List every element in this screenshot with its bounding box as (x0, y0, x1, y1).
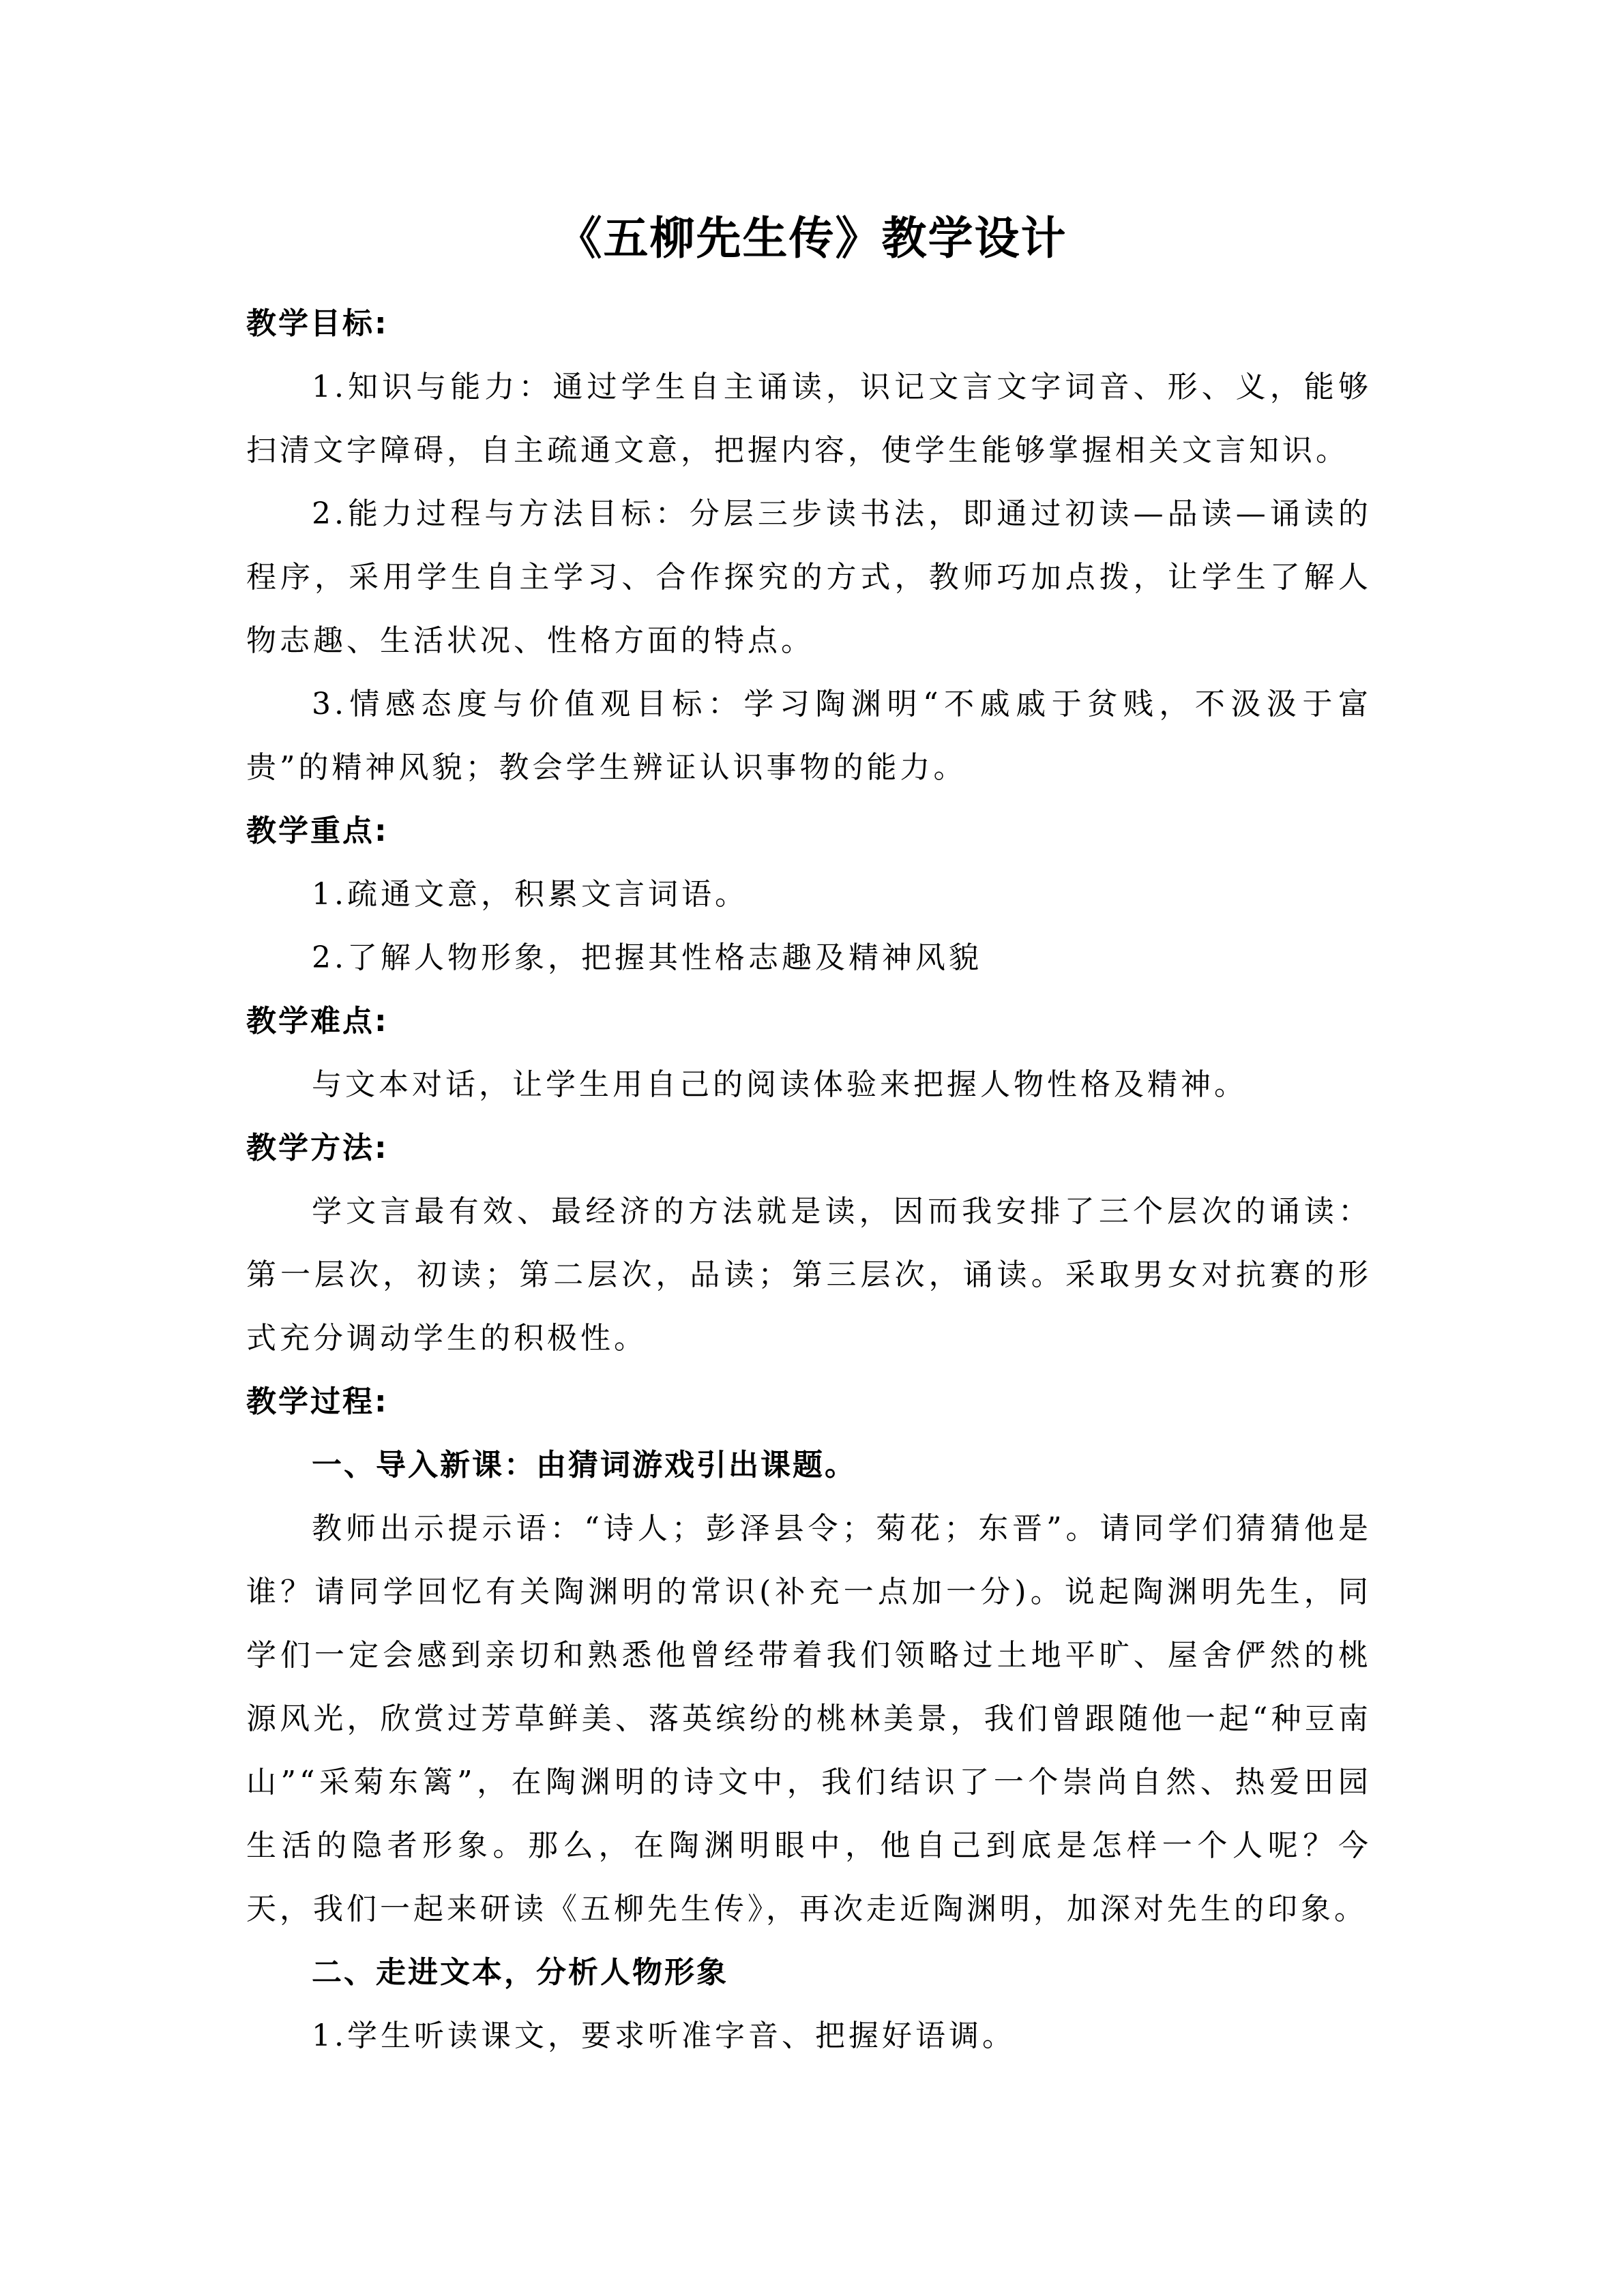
process-step2-heading: 二、走进文本，分析人物形象 (312, 1955, 728, 1990)
objectives-heading: 教学目标: (246, 306, 389, 341)
key-point-item: 2.了解人物形象，把握其性格志趣及精神风貌 (312, 940, 982, 975)
objective-item: 1.知识与能力：通过学生自主诵读，识记文言文字词音、形、义，能够扫清文字障碍，自主疏通文意，把握内容，使学生能够掌握相关文言知识。 (246, 370, 1372, 468)
objective-item: 3.情感态度与价值观目标：学习陶渊明“不戚戚于贫贱，不汲汲于富贵”的精神风貌；教会学生辨证认识事物的能力。 (246, 687, 1372, 785)
process-step2-item: 1.学生听读课文，要求听准字音、把握好语调。 (312, 2018, 1016, 2053)
document-body (246, 292, 1372, 2068)
key-point-item: 1.疏通文意，积累文言词语。 (312, 877, 748, 912)
difficulties-heading: 教学难点: (246, 1004, 389, 1039)
key-points-heading: 教学重点: (246, 814, 389, 848)
page-title: 《五柳先生传》教学设计 (557, 212, 1067, 265)
methods-heading: 教学方法: (246, 1131, 389, 1165)
objective-item: 2.能力过程与方法目标：分层三步读书法，即通过初读—品读—诵读的程序，采用学生自主学习、合作探究的方式，教师巧加点拨，让学生了解人物志趣、生活状况、性格方面的特点。 (246, 496, 1372, 658)
process-step1-heading: 一、导入新课：由猜词游戏引出课题。 (312, 1448, 857, 1482)
process-heading: 教学过程: (246, 1384, 389, 1419)
methods-text: 学文言最有效、最经济的方法就是读，因而我安排了三个层次的诵读：第一层次，初读；第二层次，品读；第三层次，诵读。采取男女对抗赛的形式充分调动学生的积极性。 (246, 1194, 1372, 1356)
process-step1-text: 教师出示提示语：“诗人；彭泽县令；菊花；东晋”。请同学们猜猜他是谁？请同学回忆有关陶渊明的常识(补充一点加一分)。说起陶渊明先生，同学们一定会感到亲切和熟悉他曾经带着我们领略过土地平旷、屋舍俨然的桃源风光，欣赏过芳草鲜美、落英缤纷的桃林美景，我们曾跟随他一起“种豆南山”“采菊东篱”，在陶渊明的诗文中，我们结识了一个崇尚自然、热爱田园生活的隐者形象。那么，在陶渊明眼中，他自己到底是怎样一个人呢？今天，我们一起来研读《五柳先生传》，再次走近陶渊明，加深对先生的印象。 (246, 1511, 1372, 1926)
difficulties-text: 与文本对话，让学生用自己的阅读体验来把握人物性格及精神。 (312, 1067, 1247, 1102)
